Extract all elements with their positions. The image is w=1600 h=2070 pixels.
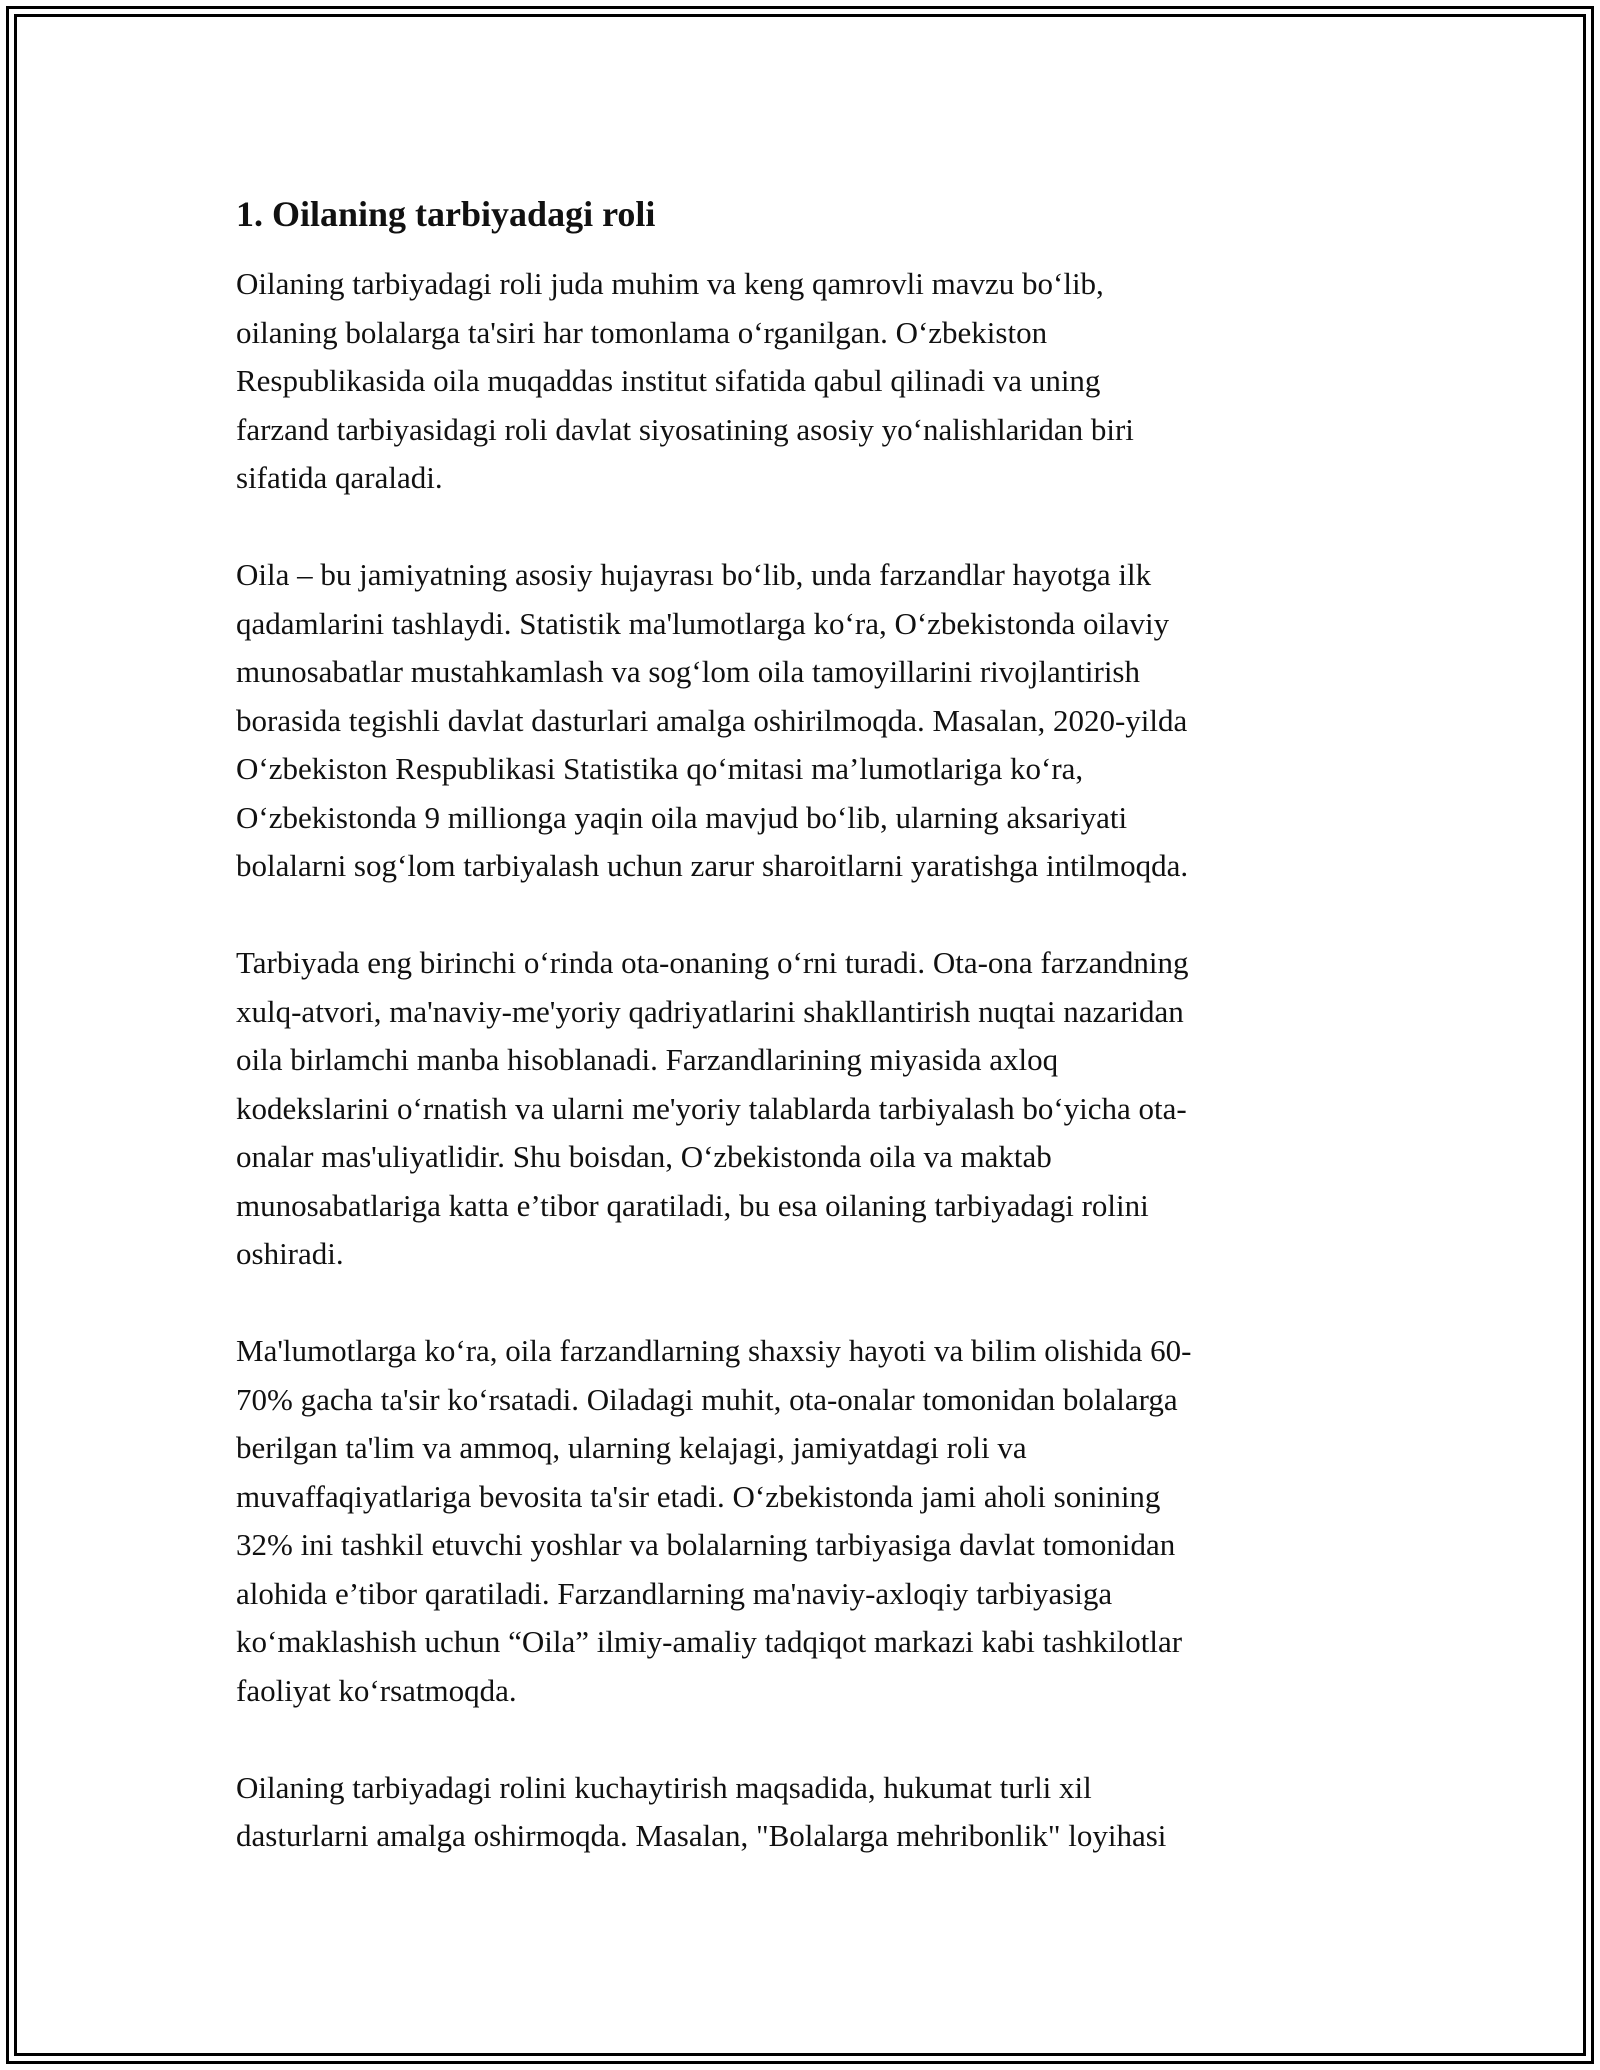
- text-line: Oilaning tarbiyadagi rolini kuchaytirish maqsadida, hukumat turli xil: [236, 1769, 1092, 1805]
- text-line: Respublikasida oila muqaddas institut sifatida qabul qilinadi va uning: [236, 363, 1101, 398]
- paragraph-3: [236, 939, 1376, 1279]
- text-line: kodekslarini o‘rnatish va ularni me'yoriy talablarda tarbiyalash bo‘yicha ota-: [236, 1090, 1187, 1126]
- paragraph-2: [236, 551, 1376, 891]
- text-line: O‘zbekistonda 9 millionga yaqin oila mavjud bo‘lib, ularning aksariyati: [236, 799, 1128, 835]
- text-line: ko‘maklashish uchun “Oila” ilmiy-amaliy tadqiqot markazi kabi tashkilotlar: [236, 1624, 1183, 1659]
- text-line: oshiradi.: [236, 1236, 344, 1271]
- text-line: borasida tegishli davlat dasturlari amalga oshirilmoqda. Masalan, 2020-yilda: [236, 702, 1188, 738]
- text-line: qadamlarini tashlaydi. Statistik ma'lumotlarga ko‘ra, O‘zbekistonda oilaviy: [236, 605, 1170, 641]
- text-line: Ma'lumotlarga ko‘ra, oila farzandlarning shaxsiy hayoti va bilim olishida 60-: [236, 1333, 1192, 1368]
- text-line: bolalarni sog‘lom tarbiyalash uchun zarur sharoitlarni yaratishga intilmoqda.: [236, 848, 1189, 883]
- document-body: [236, 190, 1376, 1909]
- text-line: Oilaning tarbiyadagi roli juda muhim va keng qamrovli mavzu bo‘lib,: [236, 266, 1104, 301]
- text-line: oilaning bolalarga ta'siri har tomonlama o‘rganilgan. O‘zbekiston: [236, 314, 1048, 350]
- text-line: alohida e’tibor qaratiladi. Farzandlarning ma'naviy-axloqiy tarbiyasiga: [236, 1575, 1113, 1611]
- text-line: O‘zbekiston Respublikasi Statistika qo‘mitasi ma’lumotlariga ko‘ra,: [236, 751, 1084, 786]
- text-line: munosabatlariga katta e’tibor qaratiladi, bu esa oilaning tarbiyadagi rolini: [236, 1187, 1149, 1223]
- text-line: berilgan ta'lim va ammoq, ularning kelajagi, jamiyatdagi roli va: [236, 1430, 1027, 1465]
- paragraph-4: [236, 1327, 1376, 1715]
- text-line: xulq-atvori, ma'naviy-me'yoriy qadriyatlarini shakllantirish nuqtai nazaridan: [236, 993, 1184, 1029]
- text-line: muvaffaqiyatlariga bevosita ta'sir etadi. O‘zbekistonda jami aholi sonining: [236, 1478, 1161, 1514]
- text-line: oila birlamchi manba hisoblanadi. Farzandlarining miyasida axloq: [236, 1042, 1059, 1077]
- text-line: faoliyat ko‘rsatmoqda.: [236, 1672, 517, 1708]
- text-line: 70% gacha ta'sir ko‘rsatadi. Oiladagi muhit, ota-onalar tomonidan bolalarga: [236, 1381, 1178, 1417]
- text-line: Oila – bu jamiyatning asosiy hujayrası bo‘lib, unda farzandlar hayotga ilk: [236, 557, 1152, 592]
- text-line: sifatida qaraladi.: [236, 460, 443, 495]
- text-line: onalar mas'uliyatlidir. Shu boisdan, O‘zbekistonda oila va maktab: [236, 1139, 1052, 1174]
- text-line: Tarbiyada eng birinchi o‘rinda ota-onaning o‘rni turadi. Ota-ona farzandning: [236, 945, 1189, 980]
- section-heading: 1. Oilaning tarbiyadagi roli: [236, 194, 656, 234]
- text-line: dasturlarni amalga oshirmoqda. Masalan, "Bolalarga mehribonlik" loyihasi: [236, 1818, 1167, 1853]
- text-line: munosabatlar mustahkamlash va sog‘lom oila tamoyillarini rivojlantirish: [236, 654, 1140, 689]
- text-line: farzand tarbiyasidagi roli davlat siyosatining asosiy yo‘nalishlaridan biri: [236, 411, 1134, 447]
- paragraph-1: [236, 260, 1376, 503]
- paragraph-5: [236, 1764, 1376, 1861]
- text-line: 32% ini tashkil etuvchi yoshlar va bolalarning tarbiyasiga davlat tomonidan: [236, 1527, 1176, 1562]
